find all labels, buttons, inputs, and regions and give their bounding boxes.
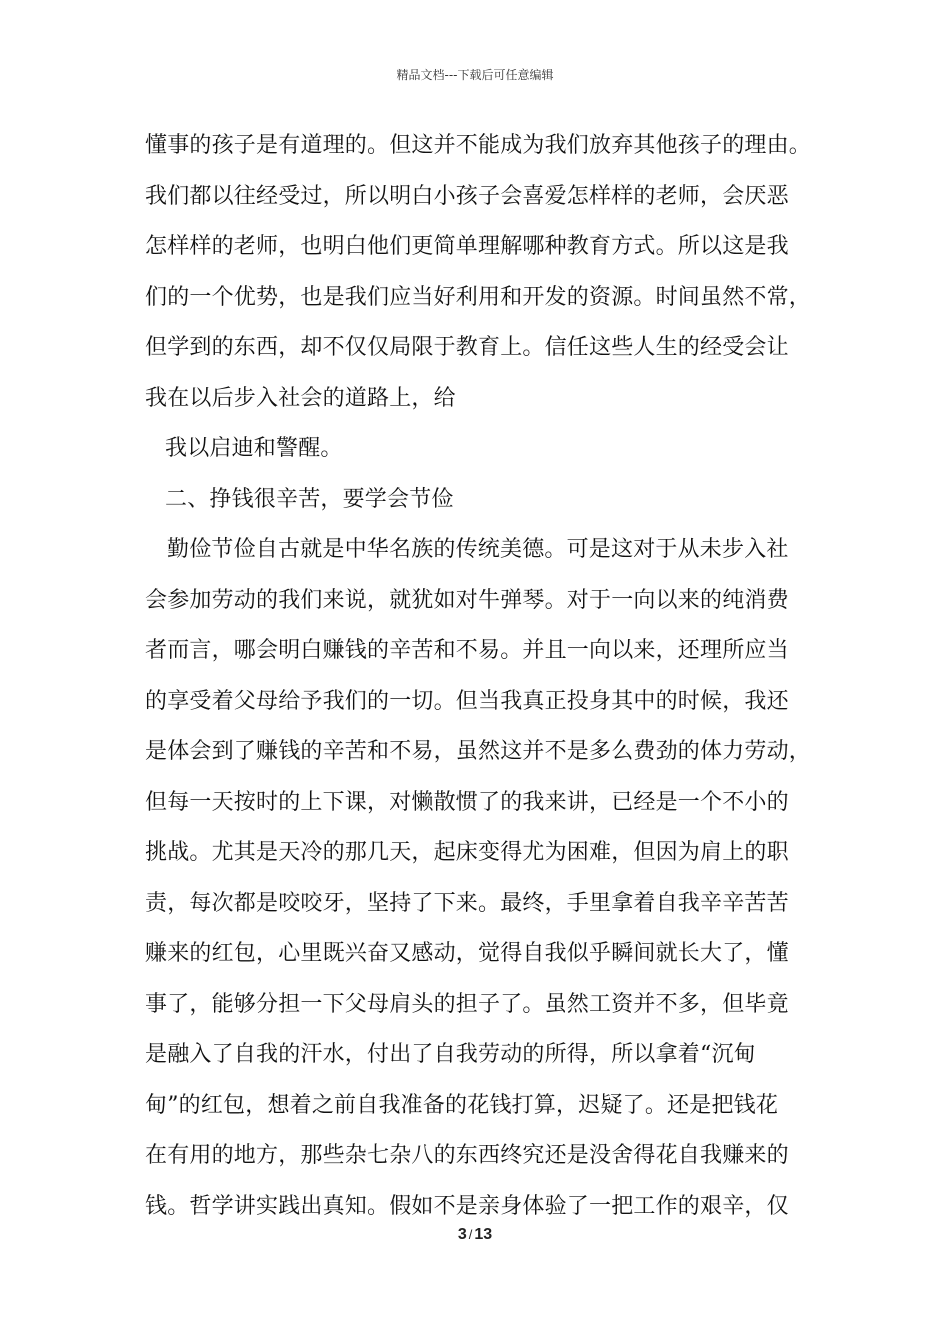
text-line: 会参加劳动的我们来说，就犹如对牛弹琴。对于一向以来的纯消费 xyxy=(145,587,789,613)
text-line: 责，每次都是咬咬牙，坚持了下来。最终，手里拿着自我辛辛苦苦 xyxy=(145,890,789,916)
page-separator: / xyxy=(468,1227,473,1242)
total-page-count: 13 xyxy=(474,1226,493,1243)
text-line: 事了，能够分担一下父母肩头的担子了。虽然工资并不多，但毕竟 xyxy=(145,991,789,1017)
text-line: 钱。哲学讲实践出真知。假如不是亲身体验了一把工作的艰辛，仅 xyxy=(145,1193,789,1219)
text-line: 们的一个优势，也是我们应当好利用和开发的资源。时间虽然不常， xyxy=(145,284,812,310)
paragraph-start: 勤俭节俭自古就是中华名族的传统美德。可是这对于从未步入社 xyxy=(167,537,789,562)
text-line: 是体会到了赚钱的辛苦和不易，虽然这并不是多么费劲的体力劳动， xyxy=(145,739,812,764)
body-text xyxy=(145,126,835,1237)
page-header: 精品文档---下载后可任意编辑 xyxy=(396,68,554,82)
text-line: 的享受着父母给予我们的一切。但当我真正投身其中的时候，我还 xyxy=(145,688,789,714)
text-line: 但每一天按时的上下课，对懒散惯了的我来讲，已经是一个不小的 xyxy=(145,789,789,815)
text-line: 懂事的孩子是有道理的。但这并不能成为我们放弃其他孩子的理由。 xyxy=(145,133,812,158)
text-line: 怎样样的老师，也明白他们更简单理解哪种教育方式。所以这是我 xyxy=(145,234,789,259)
text-line: 我以启迪和警醒。 xyxy=(165,436,343,461)
current-page-number: 3 xyxy=(457,1226,467,1243)
text-line: 者而言，哪会明白赚钱的辛苦和不易。并且一向以来，还理所应当 xyxy=(145,638,789,663)
section-heading: 二、挣钱很辛苦，要学会节俭 xyxy=(165,486,454,512)
text-line: 是融入了自我的汗水，付出了自我劳动的所得，所以拿着“沉甸 xyxy=(145,1042,756,1067)
text-line: 我在以后步入社会的道路上，给 xyxy=(145,385,456,411)
text-line: 在有用的地方，那些杂七杂八的东西终究还是没舍得花自我赚来的 xyxy=(145,1143,789,1168)
text-line: 我们都以往经受过，所以明白小孩子会喜爱怎样样的老师，会厌恶 xyxy=(145,183,789,209)
text-line: 赚来的红包，心里既兴奋又感动，觉得自我似乎瞬间就长大了，懂 xyxy=(145,941,789,966)
text-line: 挑战。尤其是天冷的那几天，起床变得尤为困难，但因为肩上的职 xyxy=(145,840,789,865)
text-line: 但学到的东西，却不仅仅局限于教育上。信任这些人生的经受会让 xyxy=(145,335,789,360)
text-line: 甸”的红包，想着之前自我准备的花钱打算，迟疑了。还是把钱花 xyxy=(145,1092,779,1118)
page-number xyxy=(0,1226,950,1244)
